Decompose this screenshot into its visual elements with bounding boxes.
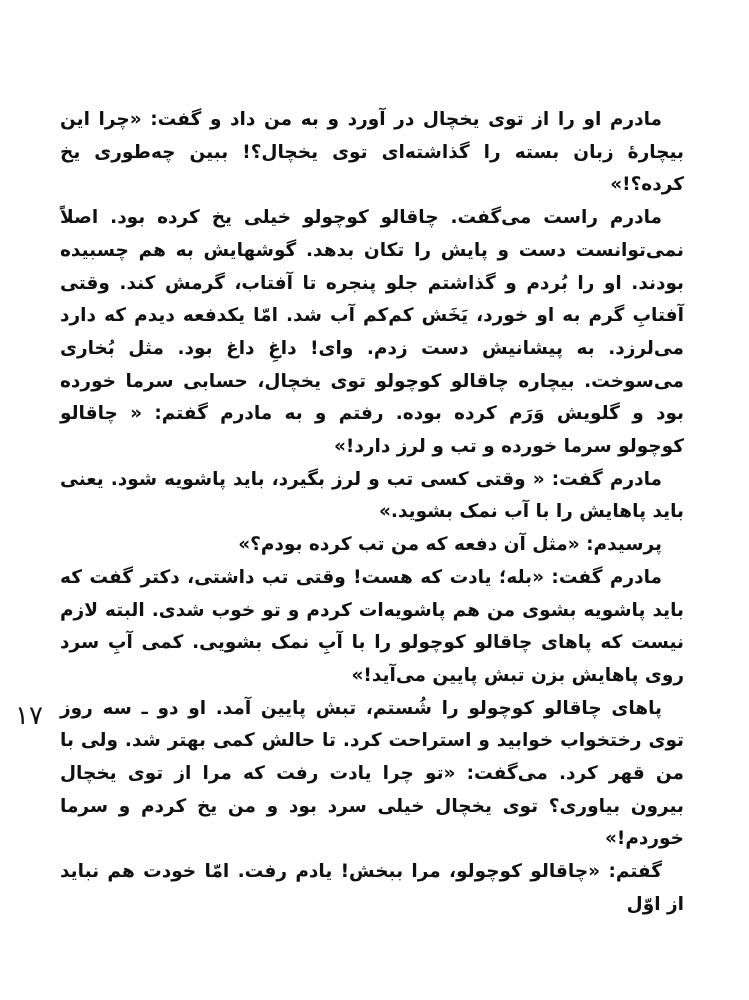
paragraph-2: مادرم راست می‌گفت. چاقالو کوچولو خیلی یخ کرده بود. اصلاً نمی‌توانست دست و پایش را تکان بدهد. گوشهایش به هم چسبیده بودند. او را بُردم و گذاشتم جلو پنجره تا آفتاب، گرمش کند. وقتی آفتابِ گرم به او خورد، یَخَش کم‌کم آب شد. امّا یکدفعه دیدم که دارد می‌لرزد. به پیشانیش دست زدم. وای! داغِ داغ بود. مثل بُخاری می‌سوخت. بیچاره چاقالو کوچولو توی یخچال، حسابی سرما خورده بود و گلویش وَرَم کرده بوده. رفتم و به مادرم گفتم: « چاقالو کوچولو سرما خورده و تب و لرز دارد!»	[60, 207, 684, 458]
paragraph-1: مادرم او را از توی یخچال در آورد و به من داد و گفت: «چرا این بیچارهٔ زبان بسته را گذاشته‌ای توی یخچال؟! ببین چه‌طوری یخ کرده؟!»	[60, 109, 684, 196]
paragraph-6: پاهای چاقالو کوچولو را شُستم، تبش پایین آمد. او دو ـ سه روز توی رختخواب خوابید و استراحت کرد. تا حالش کمی بهتر شد. ولی با من قهر کرد. می‌گفت: «تو چرا یادت رفت که مرا از توی یخچال بیرون بیاوری؟ توی یخچال خیلی سرد بود و من یخ کردم و سرما خوردم!»	[60, 697, 684, 850]
paragraph-7: گفتم: «چاقالو کوچولو، مرا ببخش! یادم رفت. امّا خودت هم نباید از اوّل	[60, 861, 684, 915]
paragraph-5: مادرم گفت: «بله؛ یادت که هست! وقتی تب داشتی، دکتر گفت که باید پاشویه بشوی من هم پاشویه‌ات کردم و تو خوب شدی. البته لازم نیست که پاهای چاقالو کوچولو را با آبِ نمک بشویی. کمی آبِ سرد روی پاهایش بزن تبش پایین می‌آید!»	[60, 566, 684, 686]
page-number: ۱۷	[15, 701, 43, 731]
paragraph-3: مادرم گفت: « وقتی کسی تب و لرز بگیرد، باید پاشویه شود. یعنی باید پاهایش را با آب نمک بشوید.»	[60, 468, 684, 523]
paragraph-4: پرسیدم: «مثل آن دفعه که من تب کرده بودم؟»	[238, 534, 662, 556]
story-text	[60, 104, 684, 922]
